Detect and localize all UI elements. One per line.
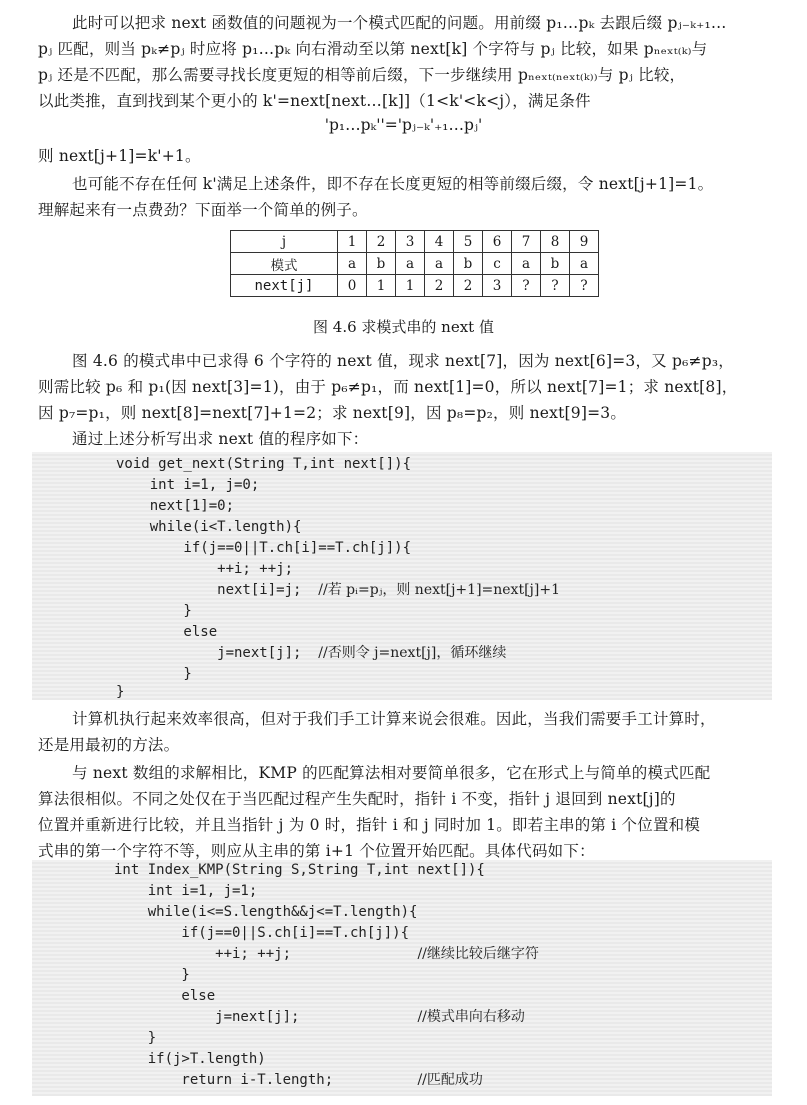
code-line bbox=[114, 1049, 266, 1070]
table-cell: 1 bbox=[367, 275, 396, 297]
code-comment: //若 pᵢ=pⱼ，则 next[j+1]=next[j]+1 bbox=[318, 582, 560, 598]
para5-line1: 与 next 数组的求解相比，KMP 的匹配算法相对要简单很多，它在形式上与简单的模式匹配 bbox=[72, 764, 711, 782]
table-cell: ? bbox=[541, 275, 570, 297]
code-text: } bbox=[116, 666, 192, 682]
code-text: ++i; ++j; bbox=[114, 946, 418, 962]
para2-line2: 理解起来有一点费劲？下面举一个简单的例子。 bbox=[38, 201, 368, 219]
code-text: j=next[j]; bbox=[116, 645, 319, 661]
para3-line1: 图 4.6 的模式串中已求得 6 个字符的 next 值，现求 next[7]，因为 next[6]=3，又 p₆≠p₃， bbox=[72, 352, 734, 370]
para1-line4: 以此类推，直到找到某个更小的 k'=next[next…[k]]（1<k'<k<j），满足条件 bbox=[38, 92, 591, 110]
table-cell: 1 bbox=[396, 275, 425, 297]
table-cell: 3 bbox=[396, 231, 425, 253]
code-line bbox=[116, 559, 293, 580]
code-line bbox=[114, 1007, 525, 1028]
table-cell: 6 bbox=[483, 231, 512, 253]
code-line bbox=[114, 965, 190, 986]
code-text: j=next[j]; bbox=[114, 1009, 418, 1025]
table-cell: 3 bbox=[483, 275, 512, 297]
code-text: ++i; ++j; bbox=[116, 561, 294, 577]
para1-line3: pⱼ 还是不匹配，那么需要寻找长度更短的相等前后缀，下一步继续用 pₙₑₓₜ₍ₙₑₓₜ₍ₖ₎₎与 pⱼ 比较， bbox=[38, 66, 686, 84]
code-text: if(j==0||S.ch[i]==T.ch[j]){ bbox=[114, 925, 410, 941]
table-cell: 1 bbox=[338, 231, 367, 253]
code-line bbox=[116, 601, 192, 622]
code-line bbox=[114, 944, 539, 965]
table-cell: ? bbox=[570, 275, 599, 297]
code-text: next[i]=j; bbox=[116, 582, 319, 598]
table-cell: a bbox=[570, 253, 599, 275]
code-text: } bbox=[116, 603, 192, 619]
table-cell: 9 bbox=[570, 231, 599, 253]
code-text: else bbox=[114, 988, 216, 1004]
code-line bbox=[116, 496, 234, 517]
code-block-get-next bbox=[32, 452, 772, 700]
table-header-cell: j bbox=[231, 231, 338, 253]
table-row bbox=[231, 231, 599, 253]
code-line bbox=[114, 902, 417, 923]
code-line bbox=[116, 517, 301, 538]
code-line bbox=[116, 580, 560, 601]
table-cell: b bbox=[367, 253, 396, 275]
code-text: else bbox=[116, 624, 218, 640]
code-text: } bbox=[114, 1030, 157, 1046]
table-cell: c bbox=[483, 253, 512, 275]
code-line bbox=[116, 538, 411, 559]
table-cell: b bbox=[454, 253, 483, 275]
code-text: if(j==0||T.ch[i]==T.ch[j]){ bbox=[116, 540, 412, 556]
code-line bbox=[114, 881, 257, 902]
table-cell: ? bbox=[512, 275, 541, 297]
table-cell: 0 bbox=[338, 275, 367, 297]
code-text: while(i<=S.length&&j<=T.length){ bbox=[114, 904, 418, 920]
para3-line2: 则需比较 p₆ 和 p₁(因 next[3]=1)，由于 p₆≠p₁，而 next[1]=0，所以 next[7]=1；求 next[8]， bbox=[38, 378, 738, 396]
code-line bbox=[116, 664, 192, 685]
table-cell: a bbox=[512, 253, 541, 275]
table-cell: 2 bbox=[425, 275, 454, 297]
para1-line1: 此时可以把求 next 函数值的问题视为一个模式匹配的问题。用前缀 p₁…pₖ 去跟后缀 pⱼ₋ₖ₊₁… bbox=[72, 14, 727, 32]
table-header-cell: 模式 bbox=[231, 253, 338, 275]
table-cell: 2 bbox=[454, 275, 483, 297]
next-value-table bbox=[230, 230, 599, 297]
code-line bbox=[116, 643, 506, 664]
para4-line1: 计算机执行起来效率很高，但对于我们手工计算来说会很难。因此，当我们需要手工计算时， bbox=[72, 710, 716, 728]
para2-line1: 也可能不存在任何 k'满足上述条件，即不存在长度更短的相等前缀后缀，令 next[j+1]=1。 bbox=[72, 175, 714, 193]
code-text: void get_next(String T,int next[]){ bbox=[116, 456, 412, 472]
table-header-cell: next[j] bbox=[231, 275, 338, 297]
table-cell: 8 bbox=[541, 231, 570, 253]
code-comment: //否则令 j=next[j]，循环继续 bbox=[318, 645, 507, 661]
code-text: int i=1, j=0; bbox=[116, 477, 260, 493]
code-text: } bbox=[116, 684, 125, 700]
para1-line5: 则 next[j+1]=k'+1。 bbox=[38, 147, 201, 165]
code-text: if(j>T.length) bbox=[114, 1051, 266, 1067]
code-comment: //模式串向右移动 bbox=[417, 1009, 525, 1025]
code-text: next[1]=0; bbox=[116, 498, 235, 514]
code-line bbox=[116, 454, 411, 475]
para5-line3: 位置并重新进行比较，并且当指针 j 为 0 时，指针 i 和 j 同时加 1。即若主串的第 i 个位置和模 bbox=[38, 816, 701, 834]
table-cell: a bbox=[396, 253, 425, 275]
para5-line2: 算法很相似。不同之处仅在于当匹配过程产生失配时，指针 i 不变，指针 j 退回到 next[j]的 bbox=[38, 790, 676, 808]
code-block-index-kmp bbox=[32, 860, 772, 1096]
table-cell: a bbox=[425, 253, 454, 275]
para3-line4: 通过上述分析写出求 next 值的程序如下： bbox=[72, 430, 369, 448]
code-text: } bbox=[114, 967, 190, 983]
code-comment: //匹配成功 bbox=[417, 1072, 483, 1088]
code-text: return i-T.length; bbox=[114, 1072, 418, 1088]
code-line bbox=[114, 860, 485, 881]
table-row bbox=[231, 275, 599, 297]
table-cell: 5 bbox=[454, 231, 483, 253]
code-text: int Index_KMP(String S,String T,int next[]){ bbox=[114, 862, 485, 878]
figure-caption: 图 4.6 求模式串的 next 值 bbox=[313, 318, 494, 336]
code-line bbox=[114, 986, 215, 1007]
code-text: int i=1, j=1; bbox=[114, 883, 258, 899]
para3-line3: 因 p₇=p₁，则 next[8]=next[7]+1=2；求 next[9]，因 p₈=p₂，则 next[9]=3。 bbox=[38, 404, 627, 422]
table-cell: a bbox=[338, 253, 367, 275]
table-cell: 7 bbox=[512, 231, 541, 253]
code-text: while(i<T.length){ bbox=[116, 519, 302, 535]
table-row bbox=[231, 253, 599, 275]
table-cell: 4 bbox=[425, 231, 454, 253]
code-line bbox=[116, 622, 217, 643]
para5-line4: 式串的第一个字符不等，则应从主串的第 i+1 个位置开始匹配。具体代码如下： bbox=[38, 842, 595, 860]
table-cell: 2 bbox=[367, 231, 396, 253]
code-comment: //继续比较后继字符 bbox=[417, 946, 539, 962]
table-cell: b bbox=[541, 253, 570, 275]
para4-line2: 还是用最初的方法。 bbox=[38, 736, 180, 754]
para1-line2: pⱼ 匹配，则当 pₖ≠pⱼ 时应将 p₁…pₖ 向右滑动至以第 next[k] 个字符与 pⱼ 比较，如果 pₙₑₓₜ₍ₖ₎与 bbox=[38, 40, 708, 58]
code-line bbox=[114, 1070, 483, 1091]
condition-formula: 'p₁…pₖ''='pⱼ₋ₖ'₊₁…pⱼ' bbox=[324, 116, 483, 134]
code-line bbox=[116, 682, 124, 703]
code-line bbox=[114, 1028, 156, 1049]
code-line bbox=[116, 475, 259, 496]
code-line bbox=[114, 923, 409, 944]
